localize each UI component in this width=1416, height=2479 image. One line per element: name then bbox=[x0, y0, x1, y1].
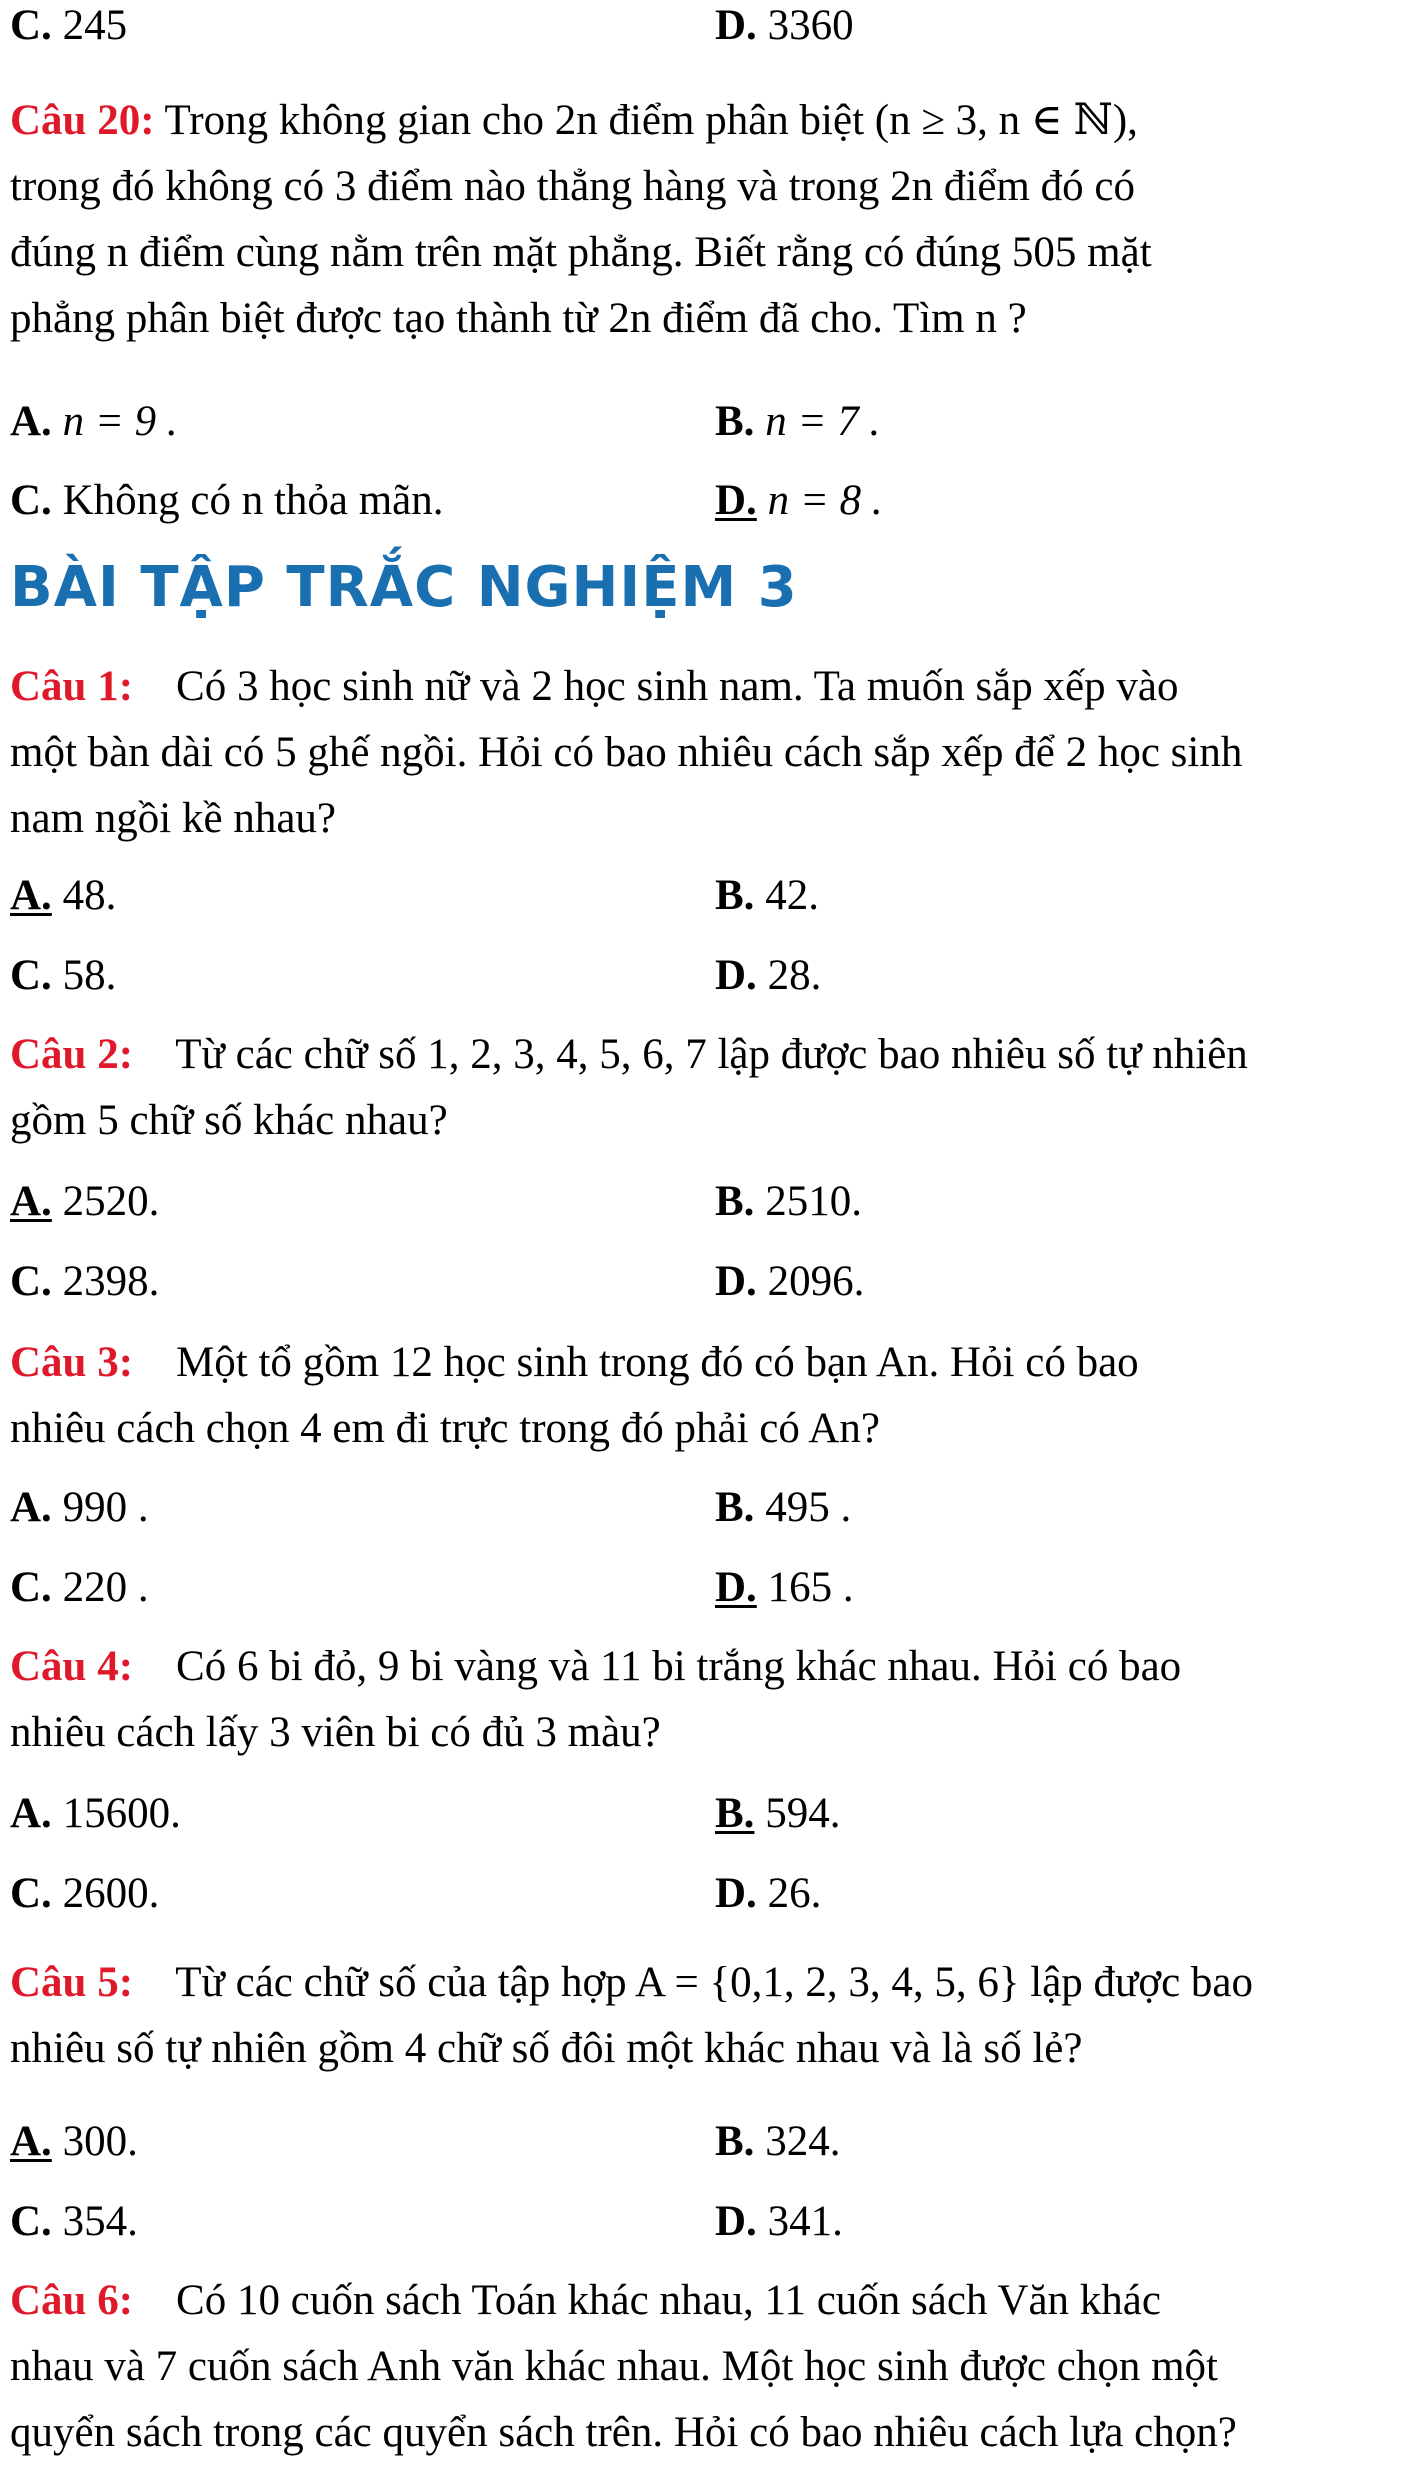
option-label: D. bbox=[715, 2198, 757, 2245]
option-b bbox=[715, 870, 819, 922]
option-label: B. bbox=[715, 872, 755, 919]
option-label: D. bbox=[715, 2, 757, 49]
option-text: 2398. bbox=[62, 1258, 160, 1305]
question-text: Có 6 bi đỏ, 9 bi vàng và 11 bi trắng khác nhau. Hỏi có bao bbox=[176, 1643, 1182, 1690]
option-c bbox=[10, 1562, 149, 1614]
option-text: 26. bbox=[767, 1870, 822, 1917]
option-text: 341. bbox=[767, 2198, 843, 2245]
question-label: Câu 5: bbox=[10, 1959, 134, 2006]
option-label: A. bbox=[10, 1484, 52, 1531]
question-4 bbox=[10, 1634, 1406, 1766]
option-c bbox=[10, 950, 116, 1002]
option-label: A. bbox=[10, 872, 52, 919]
option-text: n = 9 . bbox=[62, 398, 178, 445]
option-label: D. bbox=[715, 952, 757, 999]
question-text: Một tổ gồm 12 học sinh trong đó có bạn An. Hỏi có bao bbox=[176, 1339, 1139, 1386]
option-a bbox=[10, 1788, 181, 1840]
question-line bbox=[10, 1330, 1406, 1396]
option-label: C. bbox=[10, 2198, 52, 2245]
question-line: đúng n điểm cùng nằm trên mặt phẳng. Biết rằng có đúng 505 mặt bbox=[10, 229, 1152, 276]
option-label: C. bbox=[10, 952, 52, 999]
option-label: C. bbox=[10, 2, 52, 49]
question-text: Có 3 học sinh nữ và 2 học sinh nam. Ta muốn sắp xếp vào bbox=[176, 663, 1179, 710]
option-text: 300. bbox=[62, 2118, 138, 2165]
question-3 bbox=[10, 1330, 1406, 1462]
option-c bbox=[10, 1868, 159, 1920]
question-line: phẳng phân biệt được tạo thành từ 2n điểm đã cho. Tìm n ? bbox=[10, 295, 1027, 342]
option-label: B. bbox=[715, 1484, 755, 1531]
option-c bbox=[10, 1256, 159, 1308]
question-6 bbox=[10, 2268, 1406, 2466]
option-text: 495 . bbox=[765, 1484, 852, 1531]
option-text: 324. bbox=[765, 2118, 841, 2165]
option-c bbox=[10, 2196, 138, 2248]
question-label: Câu 3: bbox=[10, 1339, 134, 1386]
option-label: A. bbox=[10, 398, 52, 445]
option-b bbox=[715, 1482, 851, 1534]
question-line bbox=[10, 88, 1406, 154]
option-c bbox=[10, 0, 127, 52]
option-label: B. bbox=[715, 1790, 755, 1837]
option-label: C. bbox=[10, 1870, 52, 1917]
option-text: Không có n thỏa mãn. bbox=[62, 477, 444, 524]
option-text: n = 7 . bbox=[765, 398, 881, 445]
option-text: 990 . bbox=[62, 1484, 149, 1531]
question-line bbox=[10, 1022, 1406, 1088]
option-text: 3360 bbox=[767, 2, 854, 49]
option-b bbox=[715, 1176, 862, 1228]
question-line: trong đó không có 3 điểm nào thẳng hàng và trong 2n điểm đó có bbox=[10, 163, 1135, 210]
option-text: 15600. bbox=[62, 1790, 181, 1837]
option-text: 2600. bbox=[62, 1870, 160, 1917]
question-text: Có 10 cuốn sách Toán khác nhau, 11 cuốn sách Văn khác bbox=[176, 2277, 1161, 2324]
option-d bbox=[715, 1256, 864, 1308]
option-label: D. bbox=[715, 1870, 757, 1917]
question-line: nam ngồi kề nhau? bbox=[10, 795, 336, 842]
option-b bbox=[715, 396, 880, 448]
option-d bbox=[715, 0, 854, 52]
question-label: Câu 4: bbox=[10, 1643, 134, 1690]
option-label: C. bbox=[10, 1564, 52, 1611]
question-line: một bàn dài có 5 ghế ngồi. Hỏi có bao nhiêu cách sắp xếp để 2 học sinh bbox=[10, 729, 1243, 776]
option-d bbox=[715, 950, 821, 1002]
option-text: 2096. bbox=[767, 1258, 865, 1305]
option-label: C. bbox=[10, 477, 52, 524]
question-label: Câu 20: bbox=[10, 97, 155, 144]
question-2 bbox=[10, 1022, 1406, 1154]
option-a bbox=[10, 1482, 149, 1534]
question-line: quyển sách trong các quyển sách trên. Hỏi có bao nhiêu cách lựa chọn? bbox=[10, 2409, 1237, 2456]
question-label: Câu 6: bbox=[10, 2277, 134, 2324]
option-b bbox=[715, 2116, 840, 2168]
question-line: nhiêu cách lấy 3 viên bi có đủ 3 màu? bbox=[10, 1709, 661, 1756]
question-label: Câu 1: bbox=[10, 663, 134, 710]
question-line bbox=[10, 2268, 1406, 2334]
question-line: nhiêu số tự nhiên gồm 4 chữ số đôi một khác nhau và là số lẻ? bbox=[10, 2025, 1083, 2072]
option-text: 220 . bbox=[62, 1564, 149, 1611]
option-label: A. bbox=[10, 2118, 52, 2165]
option-label: B. bbox=[715, 2118, 755, 2165]
question-label: Câu 2: bbox=[10, 1031, 134, 1078]
option-label: D. bbox=[715, 1258, 757, 1305]
section-heading: BÀI TẬP TRẮC NGHIỆM 3 bbox=[10, 555, 798, 620]
option-text: 58. bbox=[62, 952, 117, 999]
option-text: n = 8 . bbox=[767, 477, 883, 524]
option-d bbox=[715, 2196, 843, 2248]
question-line bbox=[10, 654, 1406, 720]
question-text: Từ các chữ số của tập hợp A = {0,1, 2, 3, 4, 5, 6} lập được bao bbox=[175, 1959, 1254, 2006]
option-d bbox=[715, 1868, 821, 1920]
question-line: nhau và 7 cuốn sách Anh văn khác nhau. Một học sinh được chọn một bbox=[10, 2343, 1218, 2390]
option-text: 165 . bbox=[767, 1564, 854, 1611]
option-label: B. bbox=[715, 398, 755, 445]
question-line bbox=[10, 1634, 1406, 1700]
option-d-correct bbox=[715, 1562, 854, 1614]
option-a-correct bbox=[10, 2116, 138, 2168]
question-line: nhiêu cách chọn 4 em đi trực trong đó phải có An? bbox=[10, 1405, 880, 1452]
option-text: 28. bbox=[767, 952, 822, 999]
question-text: Từ các chữ số 1, 2, 3, 4, 5, 6, 7 lập được bao nhiêu số tự nhiên bbox=[175, 1031, 1248, 1078]
option-label: A. bbox=[10, 1178, 52, 1225]
option-label: D. bbox=[715, 1564, 757, 1611]
option-a-correct bbox=[10, 870, 116, 922]
question-20 bbox=[10, 88, 1406, 352]
option-text: 594. bbox=[765, 1790, 841, 1837]
option-label: A. bbox=[10, 1790, 52, 1837]
question-5 bbox=[10, 1950, 1406, 2082]
option-c bbox=[10, 475, 444, 527]
option-text: 2520. bbox=[62, 1178, 160, 1225]
option-text: 245 bbox=[62, 2, 128, 49]
option-a bbox=[10, 396, 178, 448]
option-text: 48. bbox=[62, 872, 117, 919]
option-d-correct bbox=[715, 475, 883, 527]
option-label: D. bbox=[715, 477, 757, 524]
option-label: C. bbox=[10, 1258, 52, 1305]
option-text: 2510. bbox=[765, 1178, 862, 1225]
option-text: 42. bbox=[765, 872, 819, 919]
question-line bbox=[10, 1950, 1406, 2016]
question-1 bbox=[10, 654, 1406, 852]
option-text: 354. bbox=[62, 2198, 138, 2245]
question-line: gồm 5 chữ số khác nhau? bbox=[10, 1097, 448, 1144]
option-label: B. bbox=[715, 1178, 755, 1225]
question-text: Trong không gian cho 2n điểm phân biệt (n ≥ 3, n ∈ ℕ), bbox=[164, 97, 1138, 144]
option-a-correct bbox=[10, 1176, 159, 1228]
option-b-correct bbox=[715, 1788, 840, 1840]
